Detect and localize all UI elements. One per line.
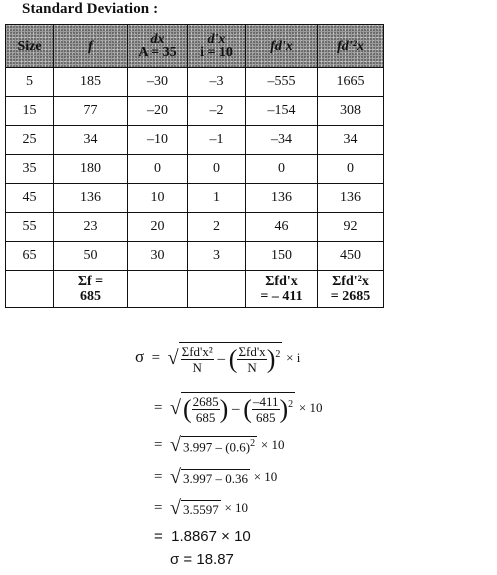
formula-line-2 <box>154 392 323 425</box>
cell-d-x: –1 <box>188 126 246 155</box>
formula-line-6 <box>154 528 251 545</box>
result-sigma <box>170 551 234 568</box>
cell-dx: 0 <box>128 155 188 184</box>
product-value: 1.8867 × 10 <box>171 528 251 545</box>
total-fdx: Σfd'x = – 411 <box>246 271 318 308</box>
section-heading: Standard Deviation : <box>22 1 159 17</box>
formula-line-3 <box>154 434 284 457</box>
totals-row <box>6 271 384 308</box>
cell-fdx: 46 <box>246 213 318 242</box>
total-f: Σf = 685 <box>54 271 128 308</box>
cell-fd2x: 136 <box>318 184 384 213</box>
fraction-1: $\frac{\text{Σfd'x²}}{N}$ <box>181 344 213 375</box>
equals-5: = <box>154 499 163 516</box>
cell-d-x: 2 <box>188 213 246 242</box>
cell-dx: 10 <box>128 184 188 213</box>
cell-dx: –20 <box>128 97 188 126</box>
table-header-row <box>6 25 384 68</box>
radical-icon: √ <box>169 434 181 456</box>
cell-f: 34 <box>54 126 128 155</box>
times-i: × i <box>286 349 301 365</box>
result-value: σ = 18.87 <box>170 551 234 568</box>
cell-d-x: –3 <box>188 68 246 97</box>
header-dx: dx A = 35 <box>128 25 188 68</box>
radicand-4: 3.997 – 0.36 <box>182 470 248 486</box>
times-10-b: × 10 <box>260 436 285 452</box>
table-row <box>6 242 384 271</box>
cell-fdx: 150 <box>246 242 318 271</box>
minus-1: – <box>217 350 226 367</box>
cell-fd2x: 34 <box>318 126 384 155</box>
table-row <box>6 184 384 213</box>
cell-fdx: 0 <box>246 155 318 184</box>
table-row <box>6 68 384 97</box>
radicand-1: $\frac{\text{Σfd'x²}}{N}$ – ( $\frac{\text{Σfd'x}}{N}$ )$^2$ <box>179 342 283 375</box>
cell-size: 15 <box>6 97 54 126</box>
cell-d-x: 0 <box>188 155 246 184</box>
cell-d-x: –2 <box>188 97 246 126</box>
sigma-symbol: σ <box>135 346 145 366</box>
cell-dx: –30 <box>128 68 188 97</box>
total-dx <box>128 271 188 308</box>
radicand-3: $3.997 - (0.6)^2$ <box>182 437 256 455</box>
frequency-table <box>5 24 384 308</box>
times-10-d: × 10 <box>224 499 249 515</box>
minus-2: – <box>232 400 240 417</box>
header-size: Size <box>6 25 54 68</box>
cell-f: 50 <box>54 242 128 271</box>
cell-size: 35 <box>6 155 54 184</box>
equals-3: = <box>154 436 163 453</box>
table-row <box>6 126 384 155</box>
fraction-2: $\frac{\text{Σfd'x}}{N}$ <box>238 344 266 375</box>
radical-icon: √ <box>169 397 181 419</box>
cell-fdx: 136 <box>246 184 318 213</box>
cell-d-x: 3 <box>188 242 246 271</box>
cell-fd2x: 1665 <box>318 68 384 97</box>
cell-fdx: –154 <box>246 97 318 126</box>
fraction-3: $\frac{2685}{685}$ <box>192 394 219 425</box>
cell-f: 185 <box>54 68 128 97</box>
cell-f: 23 <box>54 213 128 242</box>
header-fd2x: fd'²x <box>318 25 384 68</box>
header-d-x: d'x i = 10 <box>188 25 246 68</box>
header-f: f <box>54 25 128 68</box>
cell-fd2x: 308 <box>318 97 384 126</box>
times-10-c: × 10 <box>253 468 278 484</box>
table-row <box>6 97 384 126</box>
table-row <box>6 155 384 184</box>
radical-icon: √ <box>169 466 181 488</box>
radical-icon: √ <box>169 497 181 519</box>
table-row <box>6 213 384 242</box>
cell-fd2x: 0 <box>318 155 384 184</box>
equals-2: = <box>154 399 163 416</box>
cell-dx: 30 <box>128 242 188 271</box>
cell-size: 55 <box>6 213 54 242</box>
cell-dx: –10 <box>128 126 188 155</box>
fraction-4: $\frac{-411}{685}$ <box>252 394 279 425</box>
cell-fd2x: 450 <box>318 242 384 271</box>
equals-1: = <box>151 349 161 366</box>
radical-icon: √ <box>167 347 179 369</box>
cell-size: 65 <box>6 242 54 271</box>
radicand-5: 3.5597 <box>182 501 219 517</box>
total-d-x <box>188 271 246 308</box>
cell-f: 180 <box>54 155 128 184</box>
formula-line-4 <box>154 466 277 489</box>
cell-f: 136 <box>54 184 128 213</box>
radicand-2: ( $\frac{2685}{685}$ ) – ( $\frac{-411}{685}$ )$^2$ <box>182 394 294 425</box>
total-size <box>6 271 54 308</box>
equals-6: = <box>154 528 163 545</box>
total-fd2x: Σfd'²x = 2685 <box>318 271 384 308</box>
cell-size: 5 <box>6 68 54 97</box>
cell-d-x: 1 <box>188 184 246 213</box>
cell-size: 45 <box>6 184 54 213</box>
equals-4: = <box>154 468 163 485</box>
cell-fdx: –34 <box>246 126 318 155</box>
cell-size: 25 <box>6 126 54 155</box>
times-10-a: × 10 <box>298 399 323 415</box>
header-fdx: fd'x <box>246 25 318 68</box>
formula-line-5 <box>154 497 248 520</box>
cell-dx: 20 <box>128 213 188 242</box>
cell-fdx: –555 <box>246 68 318 97</box>
formula-line-1 <box>135 342 300 375</box>
cell-f: 77 <box>54 97 128 126</box>
cell-fd2x: 92 <box>318 213 384 242</box>
